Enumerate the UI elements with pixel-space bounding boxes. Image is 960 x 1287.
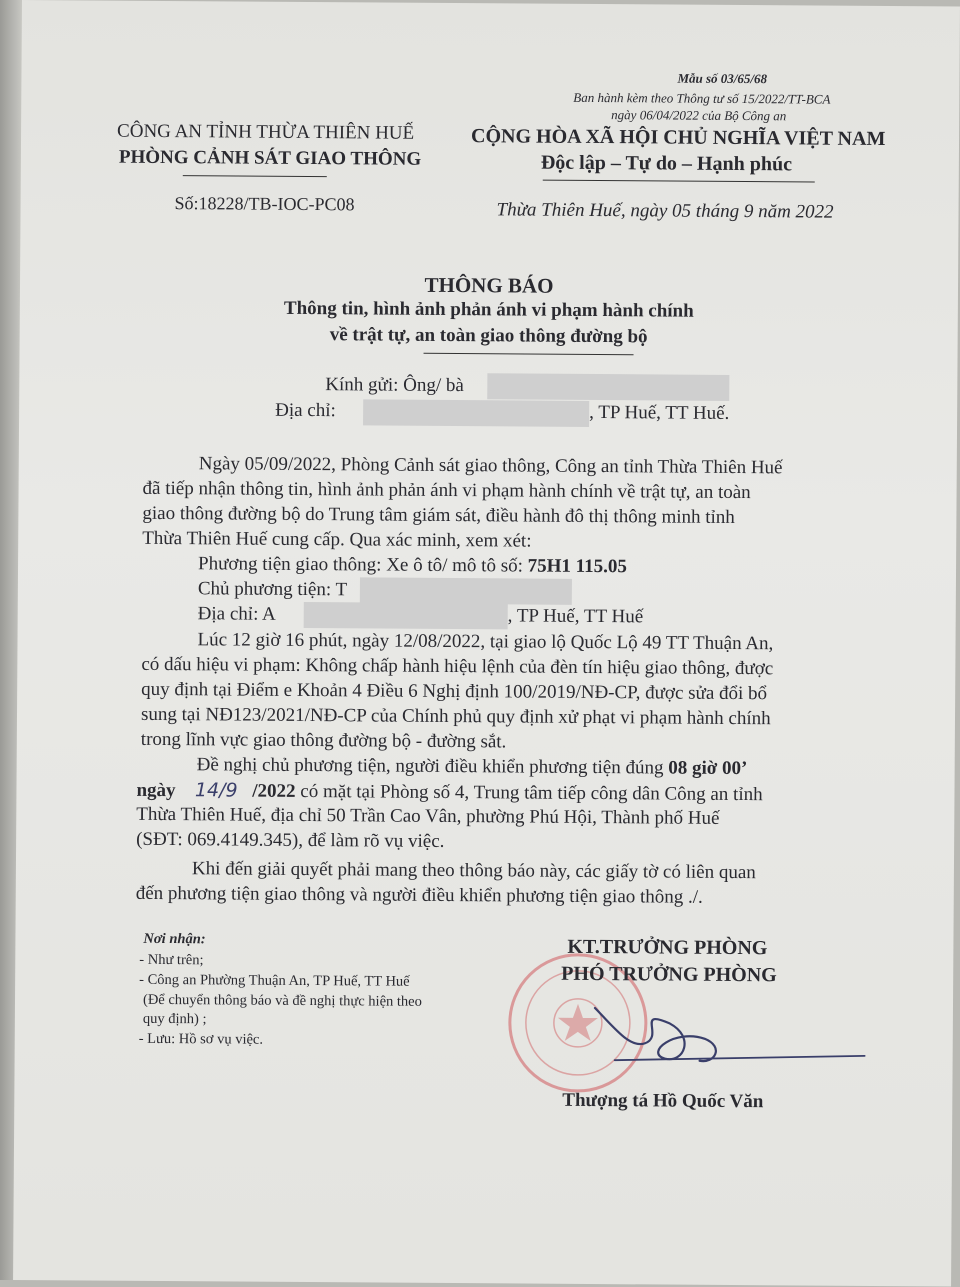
p2-line2: có dấu hiệu vi phạm: Không chấp hành hiệu lệnh của đèn tín hiệu giao thông, được <box>141 653 774 680</box>
recipients-item-1: - Như trên; <box>139 951 204 969</box>
vehicle-line <box>198 553 627 578</box>
p1-line2: đã tiếp nhận thông tin, hình ảnh phản ánh vi phạm hành chính về trật tự, an toàn <box>142 477 751 504</box>
vehicle-plate: 75H1 115.05 <box>527 555 627 578</box>
document-subtitle-line2: về trật tự, an toàn giao thông đường bộ <box>329 324 648 348</box>
form-note-line1: Ban hành kèm theo Thông tư số 15/2022/TT-BCA <box>573 89 831 107</box>
redacted-owner-address <box>304 602 508 629</box>
owner-address-suffix: , TP Huế, TT Huế <box>507 605 644 628</box>
p2-line1: Lúc 12 giờ 16 phút, ngày 12/08/2022, tại giao lộ Quốc Lộ 49 TT Thuận An, <box>197 629 774 655</box>
p3-line2 <box>136 779 762 806</box>
owner-label: Chủ phương tiện: T <box>197 578 348 601</box>
agency-name: PHÒNG CẢNH SÁT GIAO THÔNG <box>118 146 422 170</box>
recipients-item-4: quy định) ; <box>142 1010 207 1028</box>
document-subtitle-line1: Thông tin, hình ảnh phản ánh vi phạm hành chính <box>283 297 694 322</box>
agency-underline <box>183 175 327 177</box>
signer-title-1: KT.TRƯỞNG PHÒNG <box>567 935 768 960</box>
title-underline <box>424 353 634 355</box>
place-date: Thừa Thiên Huế, ngày 05 tháng 9 năm 2022 <box>496 199 834 223</box>
document-number: Số:18228/TB-IOC-PC08 <box>174 193 355 215</box>
p3-line3: Thừa Thiên Huế, địa chỉ 50 Trần Cao Vân, phường Phú Hội, Thành phố Huế <box>136 803 720 829</box>
handwritten-date: 14/9 <box>194 779 238 802</box>
document-page <box>13 0 960 1287</box>
appointment-time: 08 giờ 00’ <box>668 757 748 780</box>
recipients-item-5: - Lưu: Hồ sơ vụ việc. <box>138 1030 264 1048</box>
p2-line4: sung tại NĐ123/2021/NĐ-CP của Chính phủ quy định xử phạt vi phạm hành chính <box>140 703 771 730</box>
owner-address-label: Địa chỉ: A <box>197 603 276 625</box>
redacted-recipient-name <box>487 373 729 401</box>
appointment-year: /2022 <box>252 780 296 802</box>
vehicle-label: Phương tiện giao thông: Xe ô tô/ mô tô số: <box>197 553 528 577</box>
p1-line4: Thừa Thiên Huế cung cấp. Qua xác minh, xem xét: <box>142 527 532 552</box>
address-suffix: , TP Huế, TT Huế. <box>589 401 730 424</box>
handwritten-signature <box>574 988 875 1090</box>
agency-parent: CÔNG AN TỈNH THỪA THIÊN HUẾ <box>117 120 415 144</box>
redacted-owner-name <box>360 577 572 604</box>
redacted-address <box>363 399 589 427</box>
recipients-item-3: (Để chuyển thông báo và đề nghị thực hiện theo <box>142 991 422 1010</box>
motto-underline <box>543 180 815 183</box>
signer-title-2: PHÓ TRƯỞNG PHÒNG <box>561 962 777 987</box>
p3-line2-text: có mặt tại Phòng số 4, Trung tâm tiếp công dân Công an tỉnh <box>295 780 763 806</box>
p3-line4: (SĐT: 069.4149.345), để làm rõ vụ việc. <box>136 828 445 852</box>
p3-line1-text: Đề nghị chủ phương tiện, người điều khiển phương tiện đúng <box>196 754 669 779</box>
p3-line1 <box>197 754 748 780</box>
p4-line1: Khi đến giải quyết phải mang theo thông báo này, các giấy tờ có liên quan <box>191 858 756 884</box>
recipient-label: Kính gửi: Ông/ bà <box>325 374 464 397</box>
p4-line2: đến phương tiện giao thông và người điều khiển phương tiện giao thông ./. <box>135 882 703 908</box>
p2-line5: trong lĩnh vực giao thông đường bộ - đường sắt. <box>140 728 507 753</box>
recipients-item-2: - Công an Phường Thuận An, TP Huế, TT Huế <box>139 971 410 990</box>
p1-line1: Ngày 05/09/2022, Phòng Cảnh sát giao thông, Công an tỉnh Thừa Thiên Huế <box>198 453 783 479</box>
p2-line3: quy định tại Điểm e Khoản 4 Điều 6 Nghị định 100/2019/NĐ-CP, được sửa đổi bổ <box>141 678 768 705</box>
p1-line3: giao thông đường bộ do Trung tâm giám sát, điều hành đô thị thông minh tỉnh <box>142 502 735 528</box>
form-code: Mẫu số 03/65/68 <box>677 70 768 87</box>
nation-name: CỘNG HÒA XÃ HỘI CHỦ NGHĨA VIỆT NAM <box>470 125 886 151</box>
recipients-heading: Nơi nhận: <box>143 930 206 948</box>
national-motto: Độc lập – Tự do – Hạnh phúc <box>540 151 793 176</box>
appointment-day-label: ngày <box>136 779 176 802</box>
document-title: THÔNG BÁO <box>424 272 554 298</box>
address-label: Địa chỉ: <box>275 399 336 422</box>
signer-name: Thượng tá Hồ Quốc Văn <box>562 1089 764 1113</box>
form-note-line2: ngày 06/04/2022 của Bộ Công an <box>611 107 787 124</box>
